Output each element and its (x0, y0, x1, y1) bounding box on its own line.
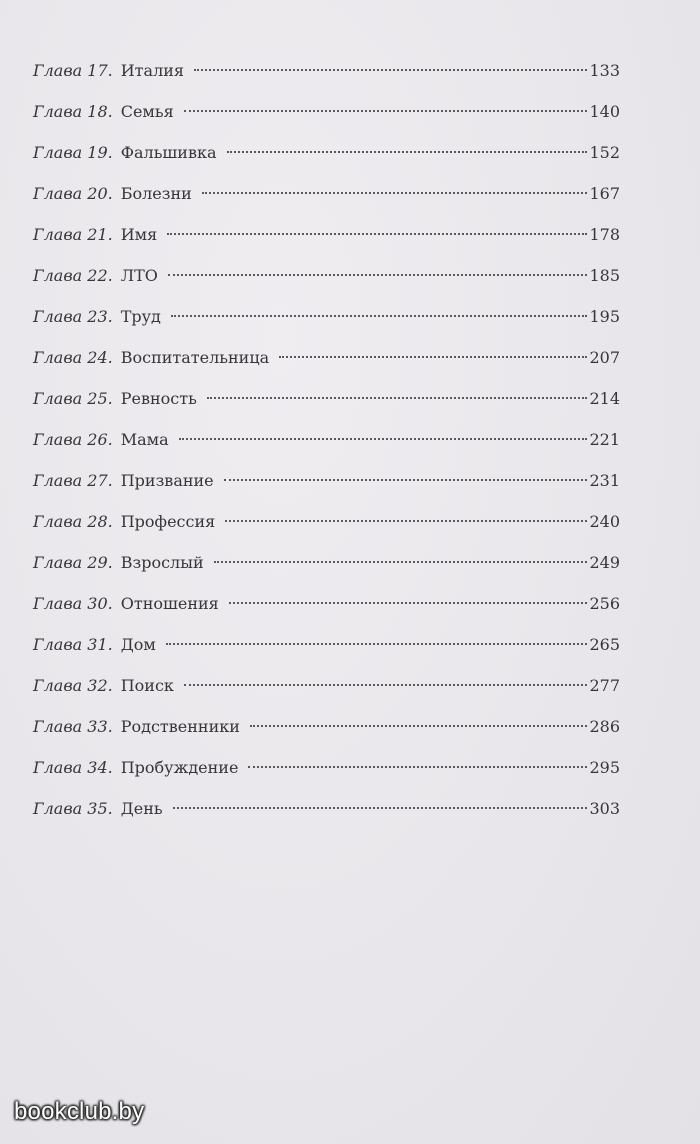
toc-title: Италия (120, 61, 184, 80)
toc-dot-leader (250, 725, 588, 727)
toc-chapter-number: 19. (87, 143, 113, 162)
toc-chapter-word: Глава (33, 512, 83, 531)
toc-entry (33, 550, 620, 591)
toc-dot-leader (279, 356, 587, 358)
toc-title: Труд (120, 307, 161, 326)
toc-entry (33, 632, 620, 673)
toc-dot-leader (229, 602, 588, 604)
toc-page-number: 256 (589, 594, 620, 613)
toc-dot-leader (227, 151, 588, 153)
toc-title: Воспитательница (120, 348, 270, 367)
toc-chapter-label (33, 140, 113, 166)
toc-chapter-word: Глава (33, 225, 83, 244)
toc-chapter-word: Глава (33, 471, 83, 490)
toc-entry (33, 673, 620, 714)
toc-chapter-number: 25. (87, 389, 113, 408)
toc-chapter-label (33, 755, 113, 781)
toc-page-number: 167 (589, 184, 620, 203)
toc-chapter-label (33, 673, 113, 699)
toc-chapter-word: Глава (33, 389, 83, 408)
toc-entry (33, 591, 620, 632)
toc-page-number: 178 (589, 225, 620, 244)
toc-entry (33, 468, 620, 509)
toc-entry (33, 140, 620, 181)
toc-chapter-label (33, 632, 113, 658)
toc-chapter-label (33, 222, 113, 248)
toc-dot-leader (166, 643, 588, 645)
toc-page-number: 295 (589, 758, 620, 777)
toc-entry (33, 345, 620, 386)
toc-dot-leader (214, 561, 588, 563)
toc-chapter-number: 23. (87, 307, 113, 326)
toc-dot-leader (224, 479, 588, 481)
toc-chapter-word: Глава (33, 553, 83, 572)
toc-title: ЛТО (120, 266, 158, 285)
toc-chapter-label (33, 99, 113, 125)
toc-page-number: 152 (589, 143, 620, 162)
toc-page-number: 214 (589, 389, 620, 408)
toc-chapter-word: Глава (33, 266, 83, 285)
toc-chapter-word: Глава (33, 594, 83, 613)
toc-dot-leader (171, 315, 588, 317)
toc-entry (33, 222, 620, 263)
toc-entry (33, 181, 620, 222)
toc-chapter-word: Глава (33, 635, 83, 654)
toc-chapter-label (33, 468, 113, 494)
toc-dot-leader (173, 807, 588, 809)
toc-title: Пробуждение (120, 758, 239, 777)
toc-chapter-word: Глава (33, 61, 83, 80)
toc-chapter-number: 28. (87, 512, 113, 531)
toc-chapter-word: Глава (33, 348, 83, 367)
toc-entry (33, 304, 620, 345)
toc-dot-leader (202, 192, 588, 194)
toc-chapter-number: 30. (87, 594, 113, 613)
toc-page-number: 265 (589, 635, 620, 654)
toc-page-number: 133 (589, 61, 620, 80)
toc-chapter-number: 18. (87, 102, 113, 121)
toc-page-number: 231 (589, 471, 620, 490)
toc-chapter-number: 35. (87, 799, 113, 818)
toc-title: Имя (120, 225, 158, 244)
toc-title: Отношения (120, 594, 219, 613)
toc-entry (33, 427, 620, 468)
toc-chapter-number: 26. (87, 430, 113, 449)
toc-chapter-word: Глава (33, 676, 83, 695)
toc-chapter-label (33, 345, 113, 371)
toc-title: Профессия (120, 512, 216, 531)
toc-chapter-word: Глава (33, 184, 83, 203)
table-of-contents (33, 58, 620, 837)
toc-title: Фальшивка (120, 143, 217, 162)
toc-chapter-word: Глава (33, 430, 83, 449)
toc-entry (33, 99, 620, 140)
toc-chapter-number: 33. (87, 717, 113, 736)
toc-entry (33, 386, 620, 427)
toc-chapter-number: 29. (87, 553, 113, 572)
toc-page-number: 221 (589, 430, 620, 449)
toc-page-number: 195 (589, 307, 620, 326)
toc-page-number: 303 (589, 799, 620, 818)
toc-chapter-label (33, 427, 113, 453)
toc-title: Семья (120, 102, 174, 121)
toc-chapter-word: Глава (33, 758, 83, 777)
toc-dot-leader (167, 233, 587, 235)
toc-title: Родственники (120, 717, 240, 736)
toc-chapter-label (33, 58, 113, 84)
toc-chapter-number: 27. (87, 471, 113, 490)
toc-page-number: 286 (589, 717, 620, 736)
toc-entry (33, 263, 620, 304)
toc-page-number: 207 (589, 348, 620, 367)
toc-chapter-label (33, 550, 113, 576)
toc-entry (33, 509, 620, 550)
toc-entry (33, 714, 620, 755)
toc-chapter-label (33, 263, 113, 289)
toc-dot-leader (168, 274, 588, 276)
toc-title: Мама (120, 430, 169, 449)
toc-chapter-label (33, 796, 113, 822)
toc-entry (33, 58, 620, 99)
toc-chapter-number: 34. (87, 758, 113, 777)
toc-chapter-word: Глава (33, 717, 83, 736)
watermark-logo: bookclub.by (14, 1098, 145, 1125)
toc-chapter-word: Глава (33, 307, 83, 326)
toc-dot-leader (184, 684, 588, 686)
toc-page-number: 249 (589, 553, 620, 572)
toc-chapter-number: 22. (87, 266, 113, 285)
toc-chapter-number: 31. (87, 635, 113, 654)
toc-chapter-number: 32. (87, 676, 113, 695)
toc-dot-leader (194, 69, 587, 71)
toc-page-number: 140 (589, 102, 620, 121)
toc-dot-leader (207, 397, 588, 399)
toc-chapter-label (33, 509, 113, 535)
toc-chapter-number: 20. (87, 184, 113, 203)
toc-page-number: 240 (589, 512, 620, 531)
toc-title: Дом (120, 635, 156, 654)
toc-title: Поиск (120, 676, 174, 695)
toc-chapter-label (33, 304, 113, 330)
toc-dot-leader (248, 766, 587, 768)
toc-chapter-word: Глава (33, 799, 83, 818)
toc-page-number: 185 (589, 266, 620, 285)
toc-chapter-number: 17. (87, 61, 113, 80)
toc-page-number: 277 (589, 676, 620, 695)
toc-chapter-label (33, 591, 113, 617)
toc-title: Взрослый (120, 553, 204, 572)
toc-title: Болезни (120, 184, 192, 203)
toc-dot-leader (225, 520, 587, 522)
toc-title: Ревность (120, 389, 197, 408)
toc-title: Призвание (120, 471, 214, 490)
toc-dot-leader (184, 110, 588, 112)
toc-chapter-word: Глава (33, 143, 83, 162)
toc-entry (33, 796, 620, 837)
toc-chapter-label (33, 386, 113, 412)
toc-chapter-label (33, 181, 113, 207)
toc-chapter-label (33, 714, 113, 740)
toc-title: День (120, 799, 163, 818)
toc-entry (33, 755, 620, 796)
toc-chapter-number: 24. (87, 348, 113, 367)
toc-chapter-number: 21. (87, 225, 113, 244)
toc-chapter-word: Глава (33, 102, 83, 121)
toc-dot-leader (179, 438, 588, 440)
